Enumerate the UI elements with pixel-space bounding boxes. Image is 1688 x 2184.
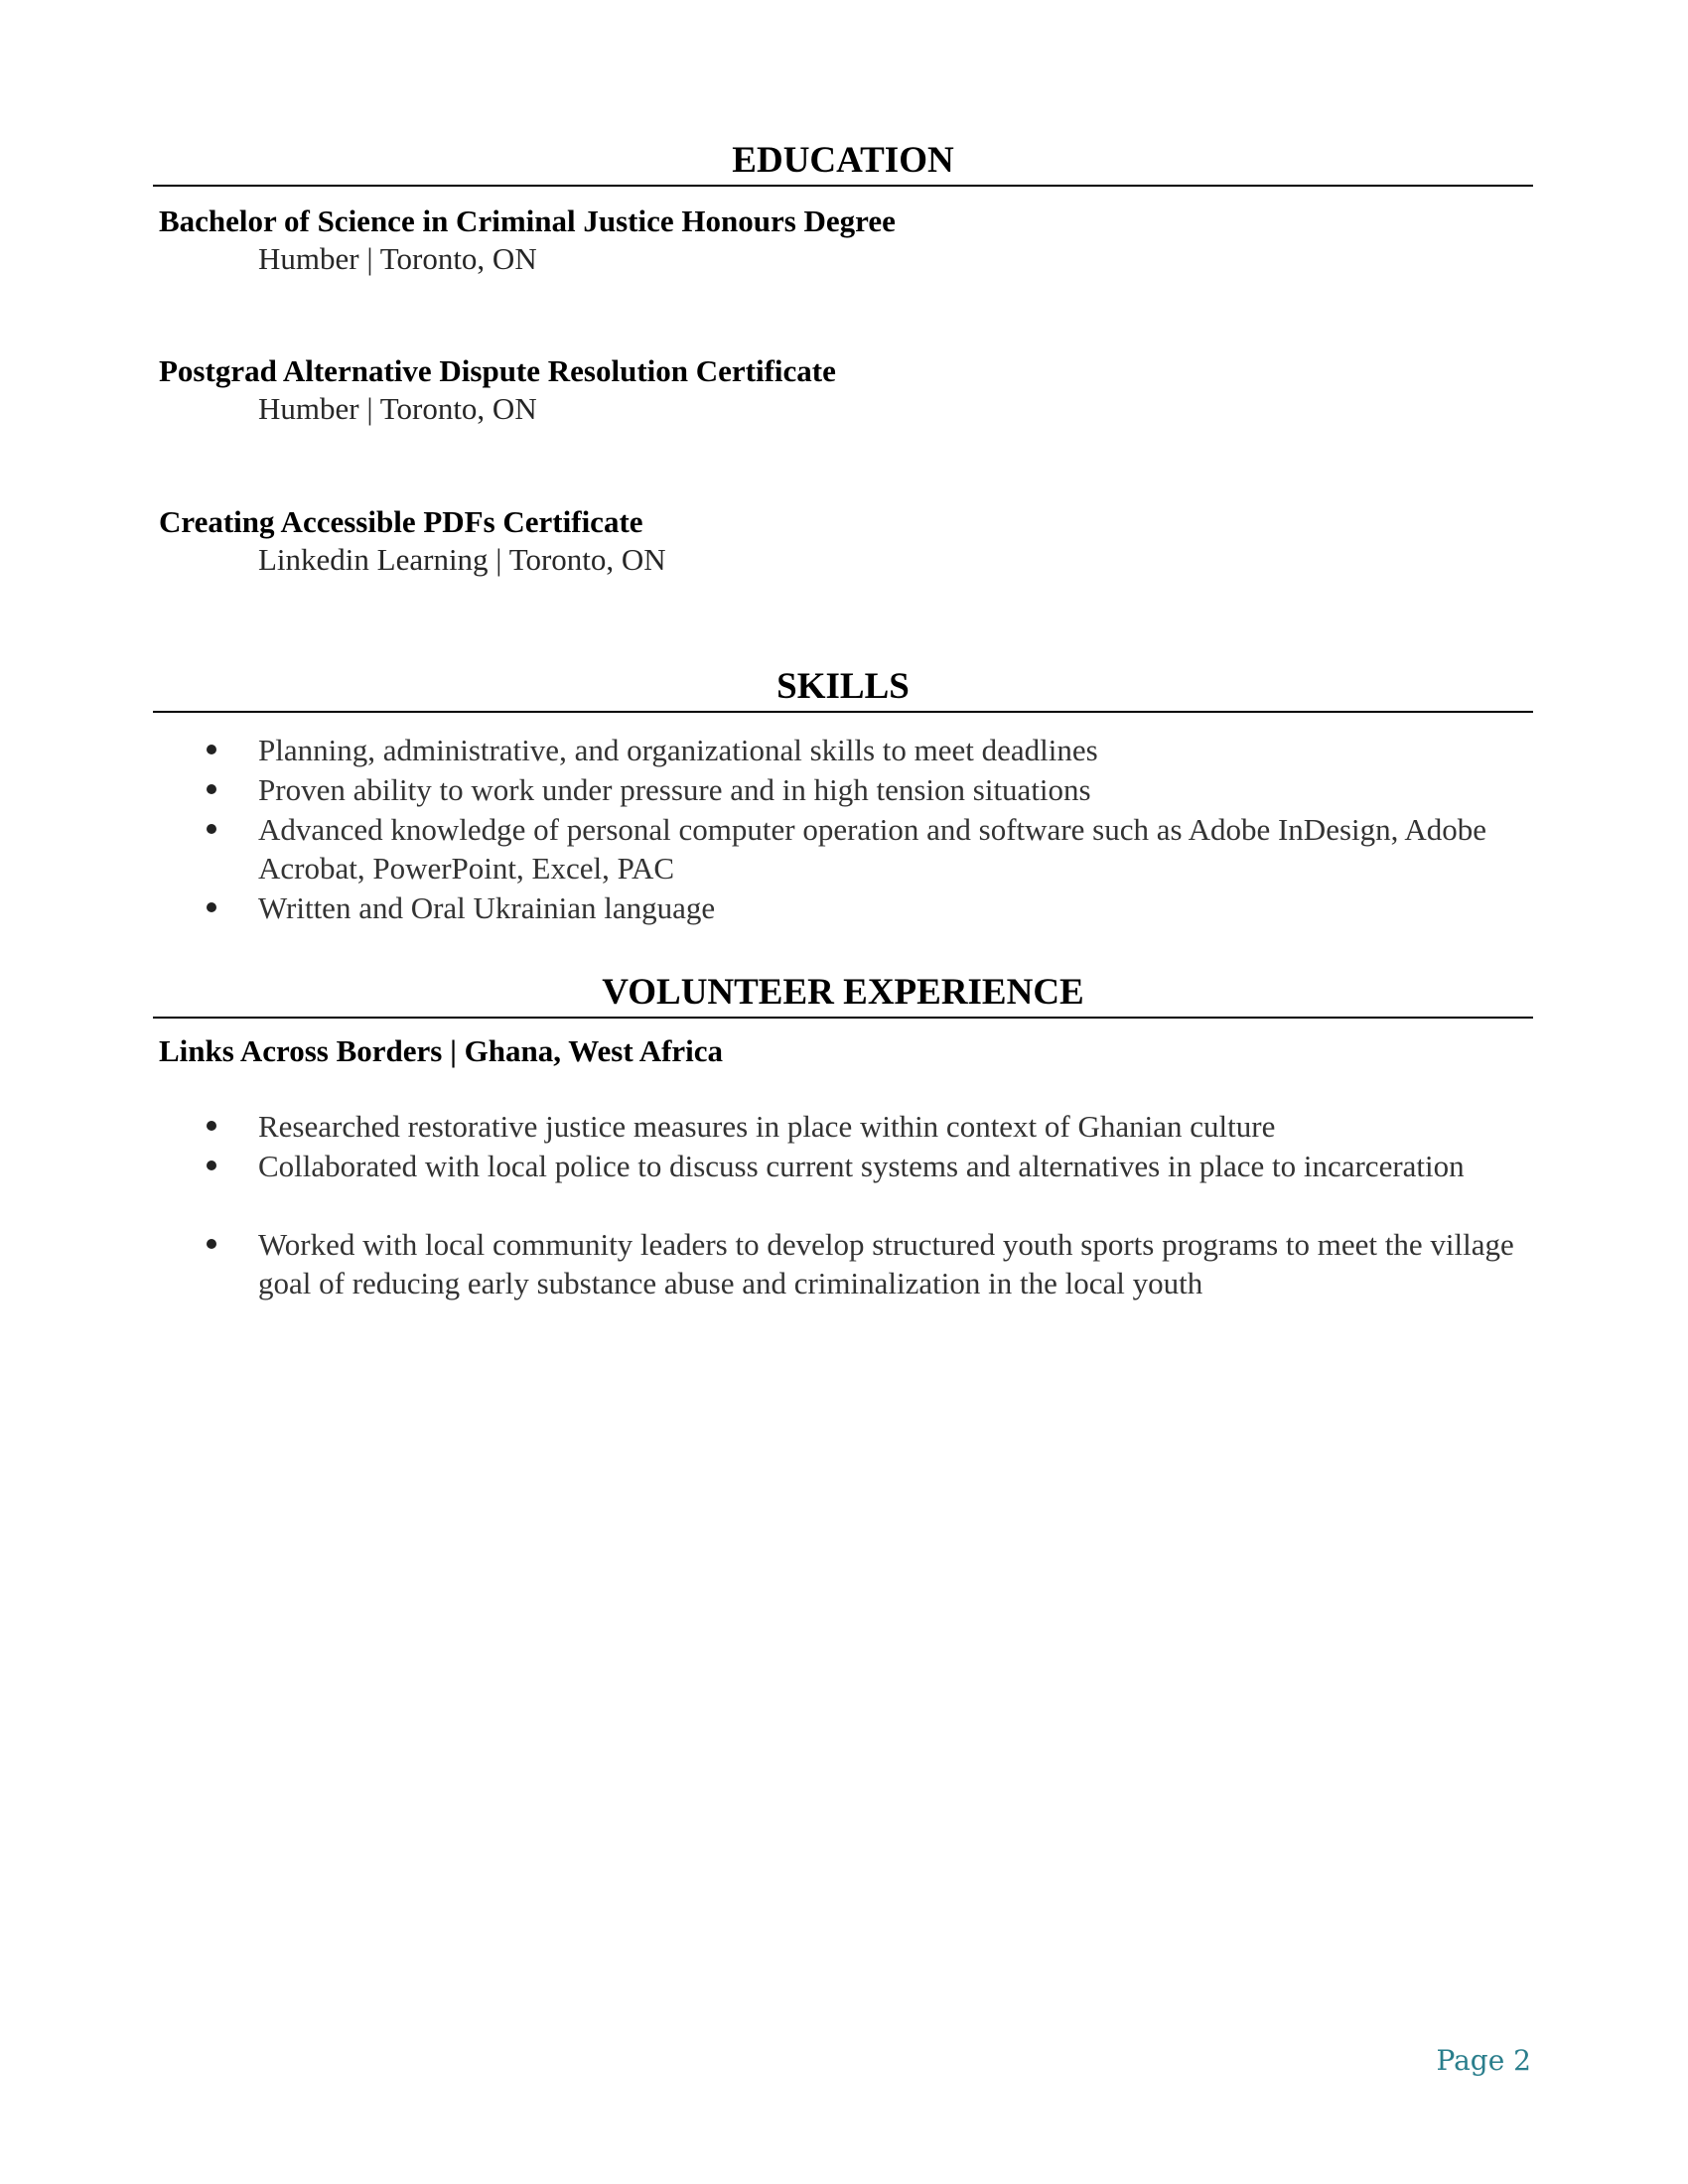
- skills-list-item: Written and Oral Ukrainian language: [258, 890, 716, 925]
- volunteer-list-item: Researched restorative justice measures in place within context of Ghanian culture: [258, 1109, 1276, 1144]
- volunteer-list-item: Worked with local community leaders to develop structured youth sports programs to meet the village goal of reducing early substance abuse and criminalization in the local youth: [258, 1227, 1514, 1300]
- volunteer-list-item: Collaborated with local police to discuss current systems and alternatives in place to incarceration: [258, 1149, 1465, 1183]
- skills-list-item: Advanced knowledge of personal computer operation and software such as Adobe InDesign, Adobe Acrobat, PowerPoint, Excel, PAC: [258, 812, 1487, 886]
- bullet-icon: [207, 1239, 216, 1249]
- skills-heading: SKILLS: [776, 666, 910, 707]
- education-entry-institution: Linkedin Learning | Toronto, ON: [258, 542, 666, 577]
- education-entry-institution: Humber | Toronto, ON: [258, 241, 537, 276]
- skills-list-item: Proven ability to work under pressure and in high tension situations: [258, 772, 1091, 807]
- bullet-icon: [207, 902, 216, 912]
- skills-divider: [153, 711, 1533, 713]
- education-entry-title: Creating Accessible PDFs Certificate: [159, 504, 643, 539]
- education-heading: EDUCATION: [732, 140, 954, 181]
- page-number: Page 2: [1436, 2044, 1531, 2077]
- bullet-icon: [207, 824, 216, 834]
- education-entry-title: Postgrad Alternative Dispute Resolution Certificate: [159, 353, 836, 388]
- bullet-icon: [207, 1121, 216, 1131]
- bullet-icon: [207, 1160, 216, 1170]
- skills-list-item: Planning, administrative, and organizational skills to meet deadlines: [258, 733, 1098, 767]
- education-entry-institution: Humber | Toronto, ON: [258, 391, 537, 426]
- education-entry-title: Bachelor of Science in Criminal Justice Honours Degree: [159, 204, 896, 238]
- education-divider: [153, 185, 1533, 187]
- volunteer-divider: [153, 1017, 1533, 1019]
- bullet-icon: [207, 745, 216, 754]
- volunteer-organization: Links Across Borders | Ghana, West Africa: [159, 1033, 724, 1068]
- bullet-icon: [207, 784, 216, 794]
- volunteer-heading: VOLUNTEER EXPERIENCE: [602, 972, 1084, 1013]
